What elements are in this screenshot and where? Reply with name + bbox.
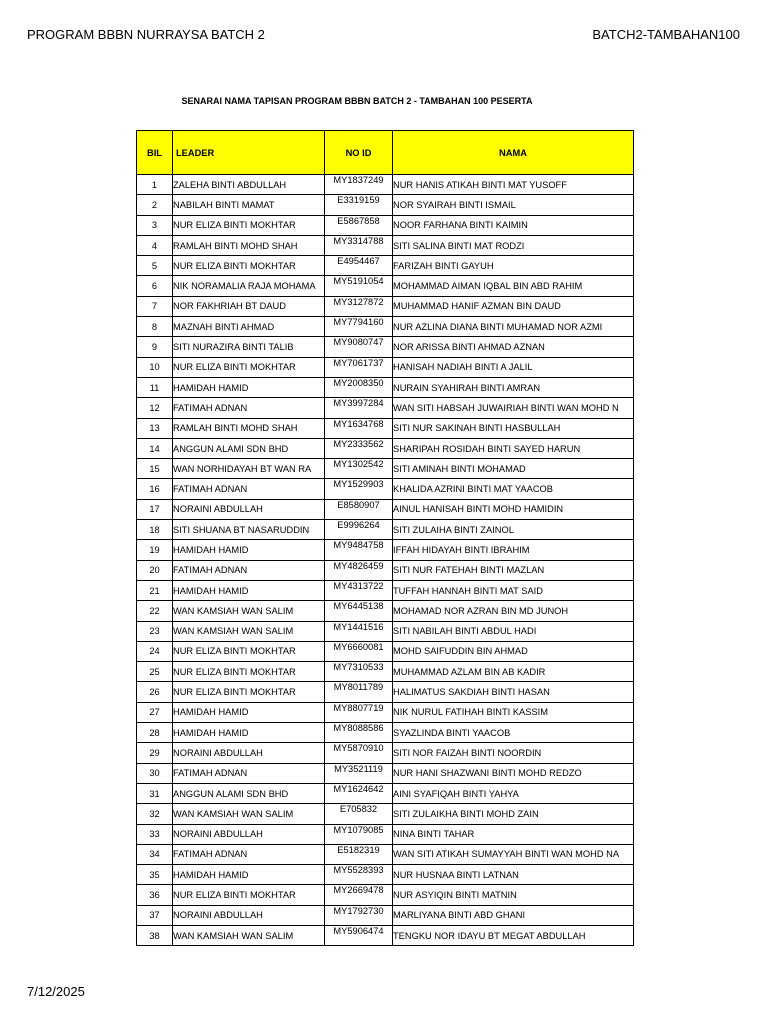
table-row (137, 601, 634, 621)
cell-id: E5867858 (325, 215, 393, 235)
cell-nama: NINA BINTI TAHAR (393, 824, 634, 844)
cell-id: E3319159 (325, 195, 393, 215)
cell-id: MY8088586 (325, 723, 393, 743)
footer-date: 7/12/2025 (27, 984, 85, 999)
table-row (137, 621, 634, 641)
cell-leader: NABILAH BINTI MAMAT (173, 195, 325, 215)
cell-bil: 29 (137, 743, 173, 763)
cell-bil: 23 (137, 621, 173, 641)
cell-bil: 30 (137, 763, 173, 783)
cell-bil: 26 (137, 682, 173, 702)
cell-nama: WAN SITI HABSAH JUWAIRIAH BINTI WAN MOHD N (393, 398, 634, 418)
cell-nama: NUR AZLINA DIANA BINTI MUHAMAD NOR AZMI (393, 317, 634, 337)
table-row (137, 459, 634, 479)
cell-nama: TENGKU NOR IDAYU BT MEGAT ABDULLAH (393, 925, 634, 945)
cell-nama: MOHD SAIFUDDIN BIN AHMAD (393, 641, 634, 661)
table-row (137, 723, 634, 743)
table-row (137, 865, 634, 885)
cell-id: MY5906474 (325, 925, 393, 945)
cell-id: MY2008350 (325, 377, 393, 397)
cell-bil: 14 (137, 438, 173, 458)
cell-bil: 34 (137, 844, 173, 864)
table-row (137, 256, 634, 276)
cell-leader: NORAINI ABDULLAH (173, 743, 325, 763)
cell-id: MY3314788 (325, 235, 393, 255)
cell-leader: NUR ELIZA BINTI MOKHTAR (173, 641, 325, 661)
cell-id: MY5870910 (325, 743, 393, 763)
cell-id: MY8011789 (325, 682, 393, 702)
cell-nama: SITI NUR FATEHAH BINTI MAZLAN (393, 560, 634, 580)
cell-leader: NUR ELIZA BINTI MOKHTAR (173, 357, 325, 377)
cell-id: MY2333562 (325, 438, 393, 458)
cell-bil: 16 (137, 479, 173, 499)
table-row (137, 235, 634, 255)
cell-bil: 6 (137, 276, 173, 296)
cell-bil: 32 (137, 804, 173, 824)
cell-leader: SITI SHUANA BT NASARUDDIN (173, 520, 325, 540)
cell-bil: 27 (137, 702, 173, 722)
cell-leader: NUR ELIZA BINTI MOKHTAR (173, 682, 325, 702)
cell-id: MY1441516 (325, 621, 393, 641)
cell-bil: 35 (137, 865, 173, 885)
table-row (137, 824, 634, 844)
cell-bil: 12 (137, 398, 173, 418)
page-header-right: BATCH2-TAMBAHAN100 (592, 27, 740, 42)
cell-id: MY9484758 (325, 540, 393, 560)
cell-leader: HAMIDAH HAMID (173, 377, 325, 397)
table-row (137, 844, 634, 864)
cell-id: MY3127872 (325, 296, 393, 316)
cell-bil: 24 (137, 641, 173, 661)
cell-leader: FATIMAH ADNAN (173, 479, 325, 499)
cell-id: MY6660081 (325, 641, 393, 661)
cell-leader: ANGGUN ALAMI SDN BHD (173, 438, 325, 458)
cell-id: E9996264 (325, 520, 393, 540)
cell-leader: NUR ELIZA BINTI MOKHTAR (173, 662, 325, 682)
cell-bil: 20 (137, 560, 173, 580)
cell-nama: MOHAMAD NOR AZRAN BIN MD JUNOH (393, 601, 634, 621)
cell-nama: NUR HANI SHAZWANI BINTI MOHD REDZO (393, 763, 634, 783)
cell-id: MY5191054 (325, 276, 393, 296)
table-row (137, 398, 634, 418)
cell-bil: 21 (137, 580, 173, 600)
cell-id: MY1634768 (325, 418, 393, 438)
cell-leader: NIK NORAMALIA RAJA MOHAMA (173, 276, 325, 296)
cell-leader: MAZNAH BINTI AHMAD (173, 317, 325, 337)
cell-id: MY2669478 (325, 885, 393, 905)
cell-id: MY4313722 (325, 580, 393, 600)
cell-id: MY8807719 (325, 702, 393, 722)
document-title: SENARAI NAMA TAPISAN PROGRAM BBBN BATCH 2 - TAMBAHAN 100 PESERTA (181, 96, 533, 106)
cell-nama: NOR SYAIRAH BINTI ISMAIL (393, 195, 634, 215)
table-row (137, 763, 634, 783)
cell-nama: HALIMATUS SAKDIAH BINTI HASAN (393, 682, 634, 702)
page-header-left: PROGRAM BBBN NURRAYSA BATCH 2 (27, 27, 265, 42)
cell-bil: 10 (137, 357, 173, 377)
cell-id: E5182319 (325, 844, 393, 864)
cell-nama: SITI AMINAH BINTI MOHAMAD (393, 459, 634, 479)
table-row (137, 377, 634, 397)
column-header-leader: LEADER (173, 131, 325, 175)
cell-nama: NIK NURUL FATIHAH BINTI KASSIM (393, 702, 634, 722)
cell-nama: NUR ASYIQIN BINTI MATNIN (393, 885, 634, 905)
cell-bil: 13 (137, 418, 173, 438)
cell-id: MY1624642 (325, 783, 393, 803)
cell-nama: TUFFAH HANNAH BINTI MAT SAID (393, 580, 634, 600)
cell-bil: 8 (137, 317, 173, 337)
table-row (137, 783, 634, 803)
table-row (137, 682, 634, 702)
cell-id: MY9080747 (325, 337, 393, 357)
cell-nama: MARLIYANA BINTI ABD GHANI (393, 905, 634, 925)
cell-id: MY6445138 (325, 601, 393, 621)
cell-nama: KHALIDA AZRINI BINTI MAT YAACOB (393, 479, 634, 499)
cell-leader: SITI NURAZIRA BINTI TALIB (173, 337, 325, 357)
table-row (137, 479, 634, 499)
table-row (137, 662, 634, 682)
cell-bil: 3 (137, 215, 173, 235)
cell-nama: AINUL HANISAH BINTI MOHD HAMIDIN (393, 499, 634, 519)
cell-nama: SITI NOR FAIZAH BINTI NOORDIN (393, 743, 634, 763)
cell-nama: HANISAH NADIAH BINTI A JALIL (393, 357, 634, 377)
cell-nama: NURAIN SYAHIRAH BINTI AMRAN (393, 377, 634, 397)
cell-leader: FATIMAH ADNAN (173, 844, 325, 864)
cell-bil: 38 (137, 925, 173, 945)
cell-leader: NOR FAKHRIAH BT DAUD (173, 296, 325, 316)
table-row (137, 804, 634, 824)
cell-id: E4954467 (325, 256, 393, 276)
table-row (137, 175, 634, 195)
column-header-id: NO ID (325, 131, 393, 175)
cell-id: MY5528393 (325, 865, 393, 885)
cell-bil: 22 (137, 601, 173, 621)
cell-leader: NORAINI ABDULLAH (173, 905, 325, 925)
cell-nama: SHARIPAH ROSIDAH BINTI SAYED HARUN (393, 438, 634, 458)
cell-bil: 19 (137, 540, 173, 560)
cell-bil: 28 (137, 723, 173, 743)
cell-leader: HAMIDAH HAMID (173, 865, 325, 885)
table-row (137, 925, 634, 945)
table-row (137, 520, 634, 540)
cell-nama: SYAZLINDA BINTI YAACOB (393, 723, 634, 743)
cell-leader: FATIMAH ADNAN (173, 560, 325, 580)
cell-leader: RAMLAH BINTI MOHD SHAH (173, 418, 325, 438)
cell-leader: HAMIDAH HAMID (173, 702, 325, 722)
table-row (137, 560, 634, 580)
cell-leader: ZALEHA BINTI ABDULLAH (173, 175, 325, 195)
cell-bil: 33 (137, 824, 173, 844)
table-row (137, 276, 634, 296)
cell-nama: SITI NABILAH BINTI ABDUL HADI (393, 621, 634, 641)
cell-nama: WAN SITI ATIKAH SUMAYYAH BINTI WAN MOHD NA (393, 844, 634, 864)
cell-leader: WAN KAMSIAH WAN SALIM (173, 601, 325, 621)
cell-leader: WAN KAMSIAH WAN SALIM (173, 804, 325, 824)
cell-bil: 5 (137, 256, 173, 276)
cell-id: E8580907 (325, 499, 393, 519)
cell-id: MY1837249 (325, 175, 393, 195)
cell-bil: 11 (137, 377, 173, 397)
cell-nama: MUHAMMAD HANIF AZMAN BIN DAUD (393, 296, 634, 316)
cell-leader: NORAINI ABDULLAH (173, 499, 325, 519)
cell-leader: HAMIDAH HAMID (173, 580, 325, 600)
cell-id: MY3521119 (325, 763, 393, 783)
cell-bil: 31 (137, 783, 173, 803)
cell-bil: 15 (137, 459, 173, 479)
cell-id: MY7310533 (325, 662, 393, 682)
cell-id: MY7061737 (325, 357, 393, 377)
cell-leader: NUR ELIZA BINTI MOKHTAR (173, 256, 325, 276)
cell-nama: AINI SYAFIQAH BINTI YAHYA (393, 783, 634, 803)
table-row (137, 438, 634, 458)
column-header-bil: BIL (137, 131, 173, 175)
cell-nama: NUR HANIS ATIKAH BINTI MAT YUSOFF (393, 175, 634, 195)
cell-bil: 7 (137, 296, 173, 316)
cell-bil: 18 (137, 520, 173, 540)
table-row (137, 540, 634, 560)
cell-id: MY3997284 (325, 398, 393, 418)
column-header-nama: NAMA (393, 131, 634, 175)
table-row (137, 296, 634, 316)
table-row (137, 357, 634, 377)
table-row (137, 702, 634, 722)
cell-leader: FATIMAH ADNAN (173, 763, 325, 783)
cell-id: MY1529903 (325, 479, 393, 499)
cell-id: MY1302542 (325, 459, 393, 479)
cell-leader: WAN NORHIDAYAH BT WAN RA (173, 459, 325, 479)
cell-leader: ANGGUN ALAMI SDN BHD (173, 783, 325, 803)
cell-nama: SITI ZULAIKHA BINTI MOHD ZAIN (393, 804, 634, 824)
table-row (137, 215, 634, 235)
cell-nama: FARIZAH BINTI GAYUH (393, 256, 634, 276)
cell-bil: 9 (137, 337, 173, 357)
cell-nama: SITI ZULAIHA BINTI ZAINOL (393, 520, 634, 540)
cell-bil: 37 (137, 905, 173, 925)
cell-nama: NUR HUSNAA BINTI LATNAN (393, 865, 634, 885)
cell-bil: 2 (137, 195, 173, 215)
table-row (137, 195, 634, 215)
cell-id: MY7794160 (325, 317, 393, 337)
table-row (137, 905, 634, 925)
cell-leader: HAMIDAH HAMID (173, 540, 325, 560)
table-row (137, 641, 634, 661)
table-body (137, 175, 634, 946)
cell-nama: NOR ARISSA BINTI AHMAD AZNAN (393, 337, 634, 357)
cell-bil: 36 (137, 885, 173, 905)
cell-nama: NOOR FARHANA BINTI KAIMIN (393, 215, 634, 235)
table-row (137, 317, 634, 337)
cell-nama: SITI NUR SAKINAH BINTI HASBULLAH (393, 418, 634, 438)
table-row (137, 499, 634, 519)
cell-nama: MOHAMMAD AIMAN IQBAL BIN ABD RAHIM (393, 276, 634, 296)
cell-leader: WAN KAMSIAH WAN SALIM (173, 925, 325, 945)
cell-id: MY4826459 (325, 560, 393, 580)
cell-bil: 4 (137, 235, 173, 255)
cell-nama: MUHAMMAD AZLAM BIN AB KADIR (393, 662, 634, 682)
cell-id: E705832 (325, 804, 393, 824)
cell-nama: SITI SALINA BINTI MAT RODZI (393, 235, 634, 255)
participants-table (136, 130, 634, 946)
table-row (137, 418, 634, 438)
cell-leader: FATIMAH ADNAN (173, 398, 325, 418)
cell-id: MY1792730 (325, 905, 393, 925)
table-row (137, 743, 634, 763)
cell-leader: NORAINI ABDULLAH (173, 824, 325, 844)
table-header-row (137, 131, 634, 175)
table-row (137, 580, 634, 600)
cell-leader: RAMLAH BINTI MOHD SHAH (173, 235, 325, 255)
cell-leader: NUR ELIZA BINTI MOKHTAR (173, 215, 325, 235)
cell-id: MY1079085 (325, 824, 393, 844)
table-row (137, 885, 634, 905)
cell-leader: NUR ELIZA BINTI MOKHTAR (173, 885, 325, 905)
cell-bil: 25 (137, 662, 173, 682)
cell-bil: 17 (137, 499, 173, 519)
cell-bil: 1 (137, 175, 173, 195)
cell-leader: WAN KAMSIAH WAN SALIM (173, 621, 325, 641)
cell-nama: IFFAH HIDAYAH BINTI IBRAHIM (393, 540, 634, 560)
cell-leader: HAMIDAH HAMID (173, 723, 325, 743)
table-row (137, 337, 634, 357)
